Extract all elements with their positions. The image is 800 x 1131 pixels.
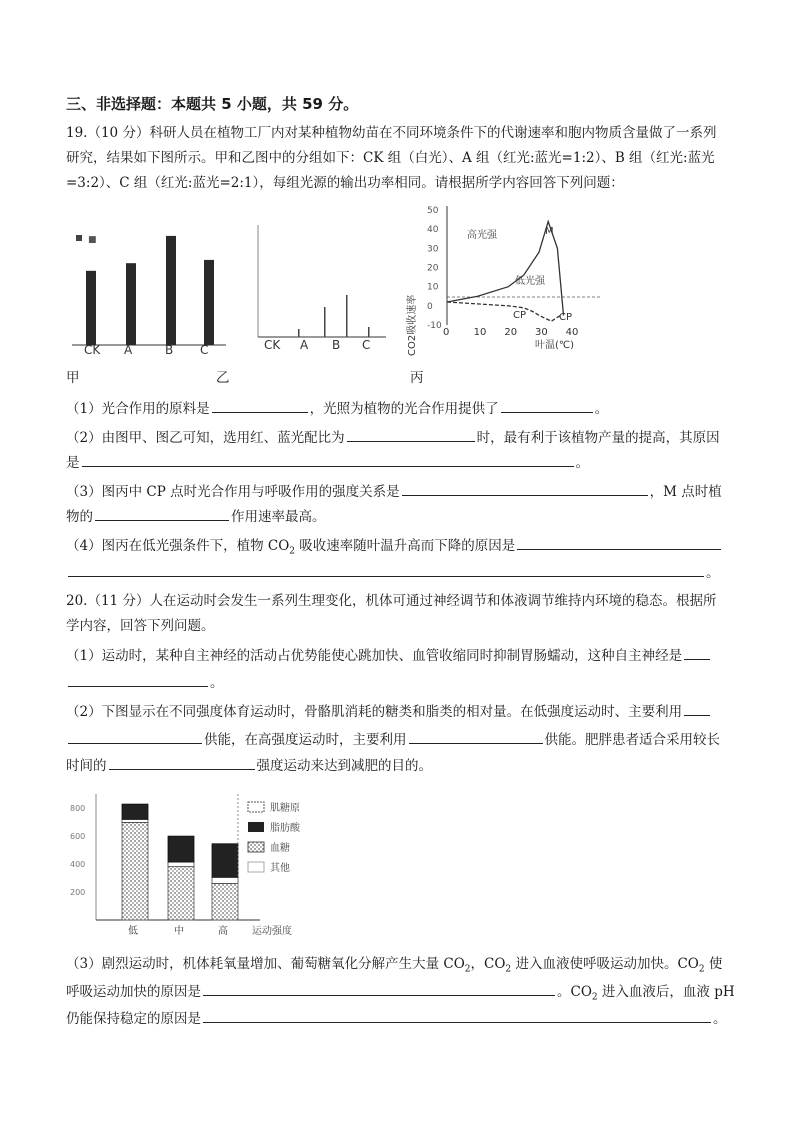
chart-q20-bar-中-其他 — [168, 867, 194, 920]
q20-sub2-line2 — [66, 729, 720, 750]
q20-sub2-text-a: （2）下图显示在不同强度体育运动时，骨骼肌消耗的糖类和脂类的相对量。在低强度运动时、主要利用 — [66, 704, 683, 720]
chart-bing-legend-low: 低光强 — [515, 276, 545, 287]
chart-yi-bar-c — [368, 327, 370, 337]
q20-sub3-text-e: 呼吸运动加快的原因是 — [66, 984, 201, 1000]
q20-sub3-sub2: 2 — [505, 964, 512, 975]
chart-q20-legend-swatch-3 — [248, 862, 264, 872]
chart-q20-legend-3: 其他 — [270, 863, 290, 874]
chart-q20-legend-0: 肌糖原 — [270, 803, 300, 814]
chart-q20-cat-中: 中 — [174, 926, 184, 937]
chart-bing-annot-cp2: CP — [559, 312, 573, 323]
chart-jia-cat-c: C — [200, 343, 209, 357]
q20-sub2-blank1a[interactable] — [684, 701, 710, 716]
chart-jia-bar-a — [126, 263, 136, 345]
fig-label-jia: 甲 — [66, 370, 80, 386]
q20-sub1-line1 — [66, 645, 712, 666]
q20-sub3-sub4: 2 — [591, 992, 598, 1003]
q19-sub3-text-c: 物的 — [66, 509, 93, 525]
q19-sub4-line2 — [66, 562, 720, 583]
q20-sub2-text-e: 强度运动来达到减肥的目的。 — [256, 758, 432, 774]
chart-q20-legend-swatch-0 — [248, 802, 264, 812]
chart-bing-ytick: 0 — [427, 301, 433, 312]
fig-label-yi: 乙 — [216, 370, 230, 386]
q19-sub4-text-b: 吸收速率随叶温升高而下降的原因是 — [295, 538, 516, 554]
chart-yi-bar-b — [346, 295, 348, 337]
chart-q20-bar-中-脂肪酸 — [168, 836, 194, 862]
chart-yi-cat-b: B — [332, 338, 341, 352]
chart-jia-cat-b: B — [165, 343, 174, 357]
q19-sub3-text-d: 作用速率最高。 — [231, 509, 326, 525]
q20-sub3-blank2[interactable] — [203, 1008, 711, 1023]
q20-intro-line2: 学内容，回答下列问题。 — [66, 618, 215, 634]
q19-sub4-blank1[interactable] — [517, 535, 721, 550]
chart-bing-xtick: 40 — [565, 327, 579, 338]
q20-sub1-text-a: （1）运动时，某种自主神经的活动占优势能使心跳加快、血管收缩同时抑制胃肠蠕动，这种自主神经是 — [66, 648, 683, 664]
q20-sub3-line2 — [66, 981, 735, 1008]
chart-yi-cat-ck: CK — [264, 338, 281, 352]
q19-sub4-subscript: 2 — [289, 546, 296, 557]
chart-q20-legend-1: 脂肪酸 — [270, 823, 300, 834]
q19-sub4-line1 — [66, 535, 723, 562]
chart-jia-bar-b — [166, 236, 176, 345]
chart-bing-annot-cp1: CP — [513, 310, 527, 321]
q20-sub2-blank1b[interactable] — [68, 729, 202, 744]
chart-q20-legend-swatch-2 — [248, 842, 264, 852]
q20-sub3-blank1[interactable] — [203, 981, 555, 996]
q19-sub2-text-d: 。 — [575, 455, 589, 471]
q20-sub2-line1 — [66, 701, 712, 722]
chart-q20-ytick: 800 — [70, 804, 86, 813]
chart-q20-cat-低: 低 — [128, 926, 138, 937]
q20-sub3-text-a: （3）剧烈运动时，机体耗氧量增加、葡萄糖氧化分解产生大量 CO — [66, 956, 465, 972]
section-title: 三、非选择题：本题共 5 小题，共 59 分。 — [66, 95, 359, 113]
chart-bing-ytick: 50 — [427, 206, 439, 216]
q20-sub3-text-c: 进入血液使呼吸运动加快。CO — [511, 956, 699, 972]
chart-jia-cat-row — [70, 343, 240, 357]
q20-sub3-line3 — [66, 1008, 727, 1029]
chart-bing-xtick: 0 — [443, 327, 450, 338]
q19-intro-line1: 19.（10 分）科研人员在植物工厂内对某种植物幼苗在不同环境条件下的代谢速率和胞内物质含量做了一系列 — [66, 125, 717, 141]
chart-bing — [405, 200, 605, 360]
chart-q20-bar-低-其他 — [122, 822, 148, 920]
q20-sub2-text-c: 供能。肥胖患者适合采用较长 — [544, 732, 720, 748]
q19-sub1-blank2[interactable] — [501, 398, 593, 413]
q20-sub1-blank1b[interactable] — [68, 672, 208, 687]
q20-sub1-end: 。 — [210, 675, 224, 691]
chart-jia-cat-a: A — [124, 343, 133, 357]
chart-q20-categories — [128, 924, 228, 937]
chart-q20-legend-swatch-1 — [248, 822, 264, 832]
q19-sub4-text-a: （4）图丙在低光强条件下，植物 CO — [66, 538, 290, 554]
q20-sub3-sub1: 2 — [464, 964, 471, 975]
chart-q20-bars — [122, 804, 238, 920]
q20-sub2-blank3[interactable] — [109, 755, 255, 770]
q20-sub3-text-h: 仍能保持稳定的原因是 — [66, 1011, 201, 1027]
q19-sub4-end: 。 — [706, 565, 720, 581]
chart-q20-bar-高-其他 — [212, 883, 238, 920]
chart-q20 — [70, 788, 330, 938]
chart-bing-xlabel: 叶温(℃) — [535, 340, 575, 351]
chart-q20-bar-高-血糖 — [212, 877, 238, 883]
q19-sub2-blank2[interactable] — [82, 452, 574, 467]
q19-sub1-blank1[interactable] — [212, 398, 308, 413]
q20-sub3-text-g: 进入血液后，血液 pH — [597, 984, 735, 1000]
q19-sub2-line1 — [66, 427, 720, 448]
q19-sub2-text-c: 是 — [66, 455, 80, 471]
chart-q20-legend-2: 血糖 — [270, 843, 290, 854]
chart-bing-yticks — [427, 206, 442, 331]
chart-jia-legend-marker — [76, 235, 82, 241]
q19-sub3-blank2[interactable] — [95, 506, 229, 521]
chart-jia-legend-text: ■ — [88, 235, 97, 245]
q20-sub2-text-d: 时间的 — [66, 758, 107, 774]
q19-sub2-text-b: 时，最有利于该植物产量的提高，其原因 — [476, 430, 720, 446]
q19-sub3-line1 — [66, 481, 722, 502]
q20-sub3-line1 — [66, 954, 722, 980]
q19-sub1-text-a: （1）光合作用的原料是 — [66, 401, 210, 417]
q19-sub2-line2 — [66, 452, 589, 473]
chart-q20-ytick: 400 — [70, 860, 86, 869]
q19-sub3-text-a: （3）图丙中 CP 点时光合作用与呼吸作用的强度关系是 — [66, 484, 400, 500]
q19-sub4-blank2[interactable] — [68, 562, 704, 577]
q19-sub1-text-b: ，光照为植物的光合作用提供了 — [309, 401, 499, 417]
chart-bing-ytick: 40 — [427, 225, 439, 236]
chart-bing-ytick: 10 — [427, 282, 439, 293]
chart-q20-ytick: 200 — [70, 888, 86, 897]
q19-intro-line3: =3:2）、C 组（红光:蓝光=2:1），每组光源的输出功率相同。请根据所学内容回答下列问题： — [66, 175, 624, 191]
chart-yi-bar-a — [324, 307, 326, 337]
q20-sub3-sub3: 2 — [698, 964, 705, 975]
chart-bing-xtick: 10 — [473, 327, 487, 338]
chart-bing-ytick: 30 — [427, 244, 439, 255]
chart-bing-legend-high: 高光强 — [467, 230, 497, 241]
q19-sub3-text-b: ，M 点时植 — [649, 484, 722, 500]
chart-yi-cat-c: C — [362, 338, 371, 352]
chart-q20-xlabel: 运动强度 — [252, 926, 292, 937]
q19-sub3-blank1[interactable] — [402, 481, 648, 496]
q20-sub2-line3 — [66, 755, 432, 776]
q19-sub1-text-c: 。 — [594, 401, 609, 417]
chart-jia-cat-ck: CK — [84, 343, 101, 357]
chart-bing-ytick: -10 — [427, 321, 442, 331]
q19-sub2-text-a: （2）由图甲、图乙可知，选用红、蓝光配比为 — [66, 430, 345, 446]
q19-sub3-line2 — [66, 506, 326, 527]
chart-q20-bar-低-血糖 — [122, 819, 148, 822]
chart-yi-cat-row — [262, 338, 402, 352]
chart-jia-bar-c — [204, 260, 214, 345]
chart-q20-yticks — [70, 804, 85, 897]
chart-jia-bar-ck — [86, 271, 96, 345]
chart-yi-bars — [298, 295, 370, 337]
q20-sub1-line2 — [66, 672, 224, 693]
chart-q20-bar-高-脂肪酸 — [212, 844, 238, 878]
q20-sub3-text-b: ，CO — [470, 956, 506, 972]
chart-yi-bar-ck — [298, 329, 300, 337]
chart-q20-bar-中-血糖 — [168, 862, 194, 867]
chart-bing-xtick: 20 — [504, 327, 518, 338]
chart-bing-annot-m: M — [545, 226, 554, 237]
q20-sub2-text-b: 供能，在高强度运动时，主要利用 — [204, 732, 407, 748]
chart-yi-cat-a: A — [300, 338, 309, 352]
chart-q20-bar-低-脂肪酸 — [122, 804, 148, 819]
q19-sub2-blank1[interactable] — [347, 427, 475, 442]
chart-bing-xticks — [443, 327, 578, 338]
chart-bing-ytick: 20 — [427, 263, 439, 274]
chart-bing-xtick: 30 — [535, 327, 548, 338]
q19-sub1 — [66, 398, 608, 419]
q20-sub1-blank1a[interactable] — [684, 645, 710, 660]
q20-sub3-text-d: 使 — [704, 956, 723, 972]
chart-jia — [66, 215, 236, 355]
q20-sub2-blank2[interactable] — [409, 729, 543, 744]
q19-intro-line2: 研究，结果如下图所示。甲和乙图中的分组如下：CK 组（白光）、A 组（红光:蓝光=1:2）、B 组（红光:蓝光 — [66, 150, 715, 166]
chart-jia-bars — [86, 236, 214, 345]
q20-sub3-text-i: 。 — [713, 1011, 727, 1027]
chart-bing-series-low — [447, 302, 561, 321]
q20-intro-line1: 20.（11 分）人在运动时会发生一系列生理变化，机体可通过神经调节和体液调节维持内环境的稳态。根据所 — [66, 593, 717, 609]
chart-q20-ytick: 600 — [70, 832, 86, 841]
chart-q20-cat-高: 高 — [218, 926, 228, 937]
q20-sub3-text-f: 。CO — [557, 984, 592, 1000]
fig-label-bing: 丙 — [410, 370, 424, 386]
chart-bing-ylabel: CO2吸收速率 — [407, 294, 418, 356]
chart-yi — [238, 215, 398, 355]
